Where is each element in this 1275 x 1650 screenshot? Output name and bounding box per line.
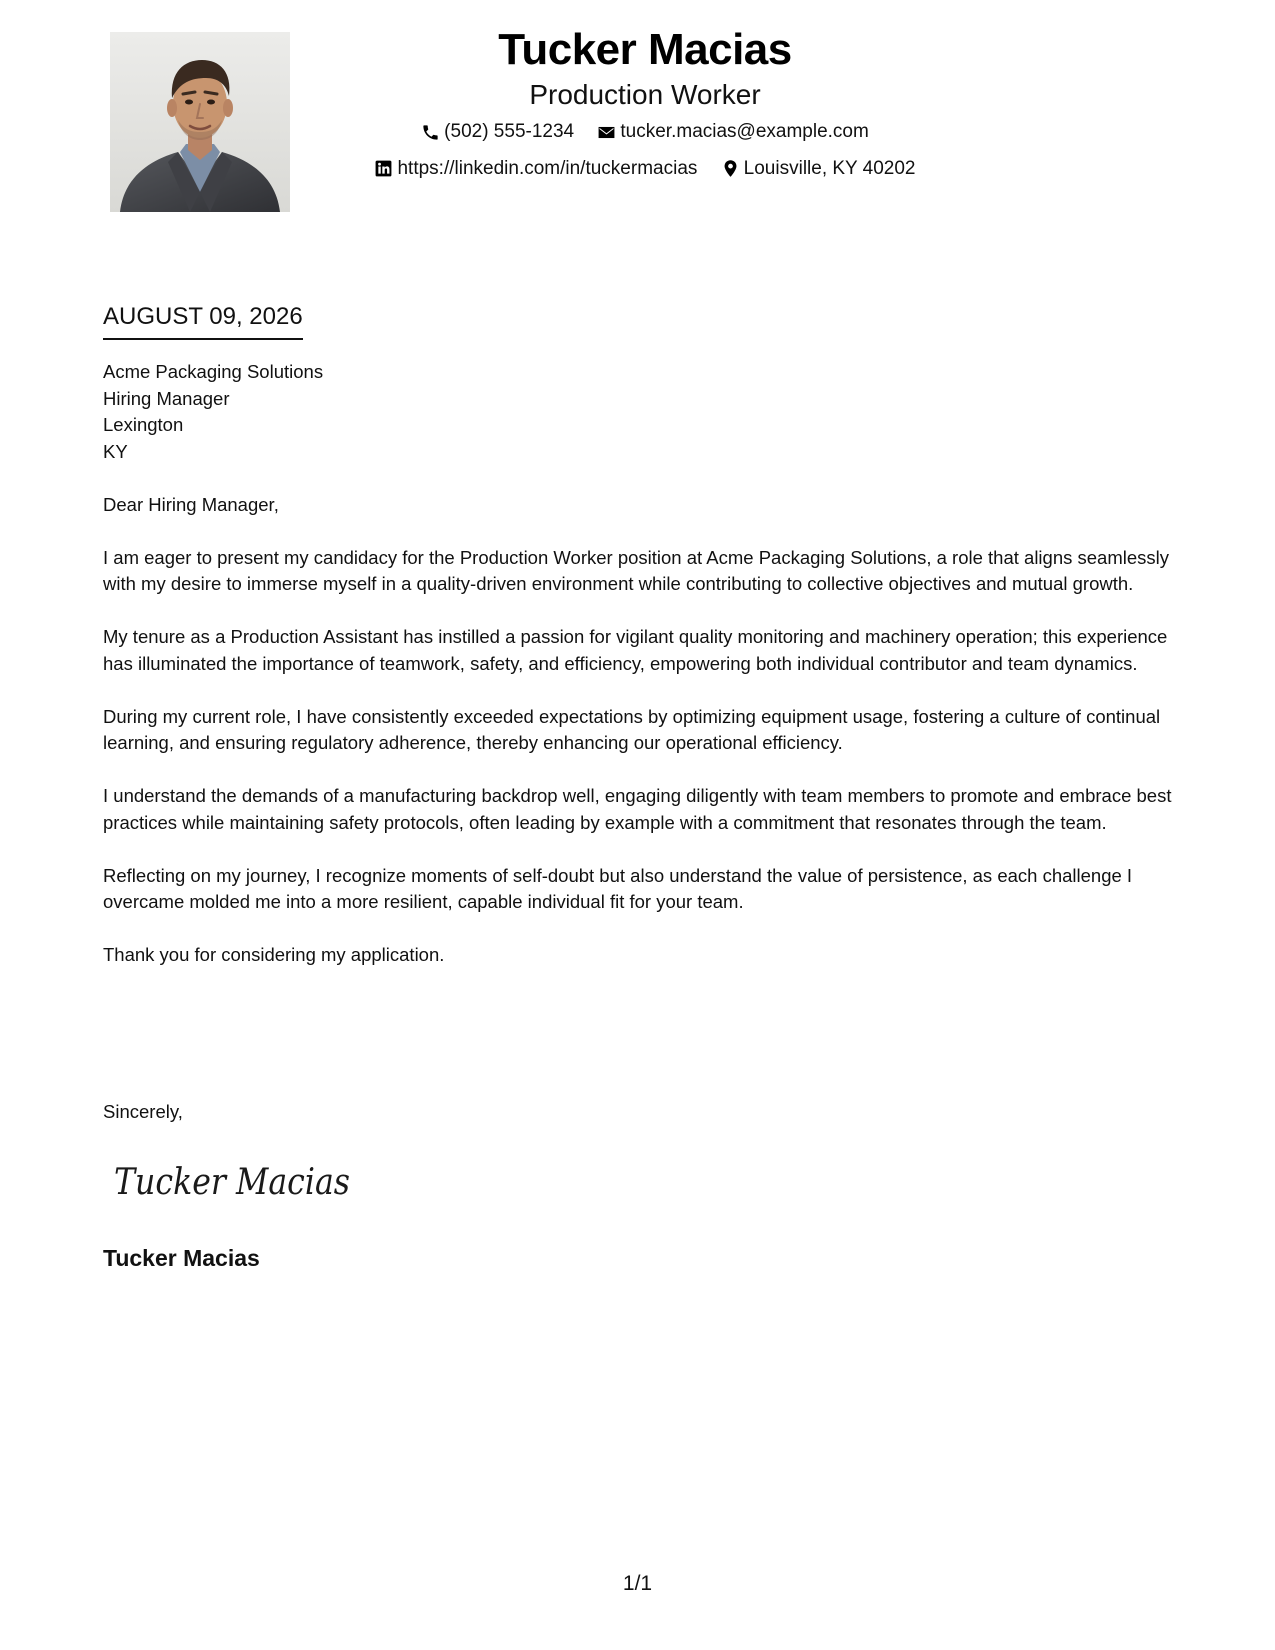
profile-photo (110, 32, 290, 212)
phone-number: (502) 555-1234 (444, 121, 575, 142)
phone-icon (421, 123, 440, 142)
contact-row-2 (290, 157, 1000, 186)
paragraph: Reflecting on my journey, I recognize moments of self-doubt but also understand the value of persistence, as each challenge I overcame molded me into a more resilient, capable individual fit for your team. (103, 864, 1133, 912)
page-number: 1/1 (622, 1572, 653, 1595)
linkedin-url[interactable]: https://linkedin.com/in/tuckermacias (397, 157, 698, 179)
email-address[interactable]: tucker.macias@example.com (620, 121, 869, 142)
phone-contact (421, 120, 574, 144)
signed-name: Tucker Macias (103, 1245, 260, 1271)
letter-header (290, 22, 1000, 185)
recipient-company: Acme Packaging Solutions (103, 361, 324, 382)
salutation: Dear Hiring Manager, (103, 493, 279, 515)
map-pin-icon (721, 159, 740, 178)
paragraph: I understand the demands of a manufacturing backdrop well, engaging diligently with team members to promote and embrace best practices while maintaining safety protocols, often leading by example with a commitment that resonates through the team. (103, 785, 1172, 833)
paragraph: My tenure as a Production Assistant has instilled a passion for vigilant quality monitoring and machinery operation; this experience has illuminated the importance of teamwork, safety, and efficiency, empowering both individual contributor and team dynamics. (103, 626, 1168, 674)
job-title: Production Worker (529, 79, 761, 110)
email-contact[interactable] (597, 120, 868, 144)
recipient-city: Lexington (103, 414, 184, 435)
letter-date: AUGUST 09, 2026 (103, 300, 303, 340)
recipient-title: Hiring Manager (103, 387, 230, 409)
closing: Sincerely, (103, 1101, 183, 1122)
paragraph: During my current role, I have consistently exceeded expectations by optimizing equipment usage, fostering a culture of continual learning, and ensuring regulatory adherence, thereby enhancing our operational efficiency. (103, 705, 1161, 753)
location-contact (721, 157, 916, 181)
applicant-name: Tucker Macias (498, 25, 792, 74)
signature-text: Tucker Macias (114, 1162, 350, 1203)
recipient-state: KY (103, 440, 128, 462)
recipient-block (103, 359, 1183, 465)
contact-row-1 (290, 120, 1000, 149)
paragraph: I am eager to present my candidacy for the Production Worker position at Acme Packaging Solutions, a role that aligns seamlessly with my desire to immerse myself in a quality-driven environment while contributing to collective objectives and mutual growth. (103, 546, 1170, 594)
paragraph-closing-thanks: Thank you for considering my application. (103, 944, 445, 965)
linkedin-contact[interactable] (374, 157, 697, 181)
envelope-icon (597, 123, 616, 142)
handwritten-signature (110, 1150, 360, 1210)
letter-body (103, 359, 1183, 969)
linkedin-icon (374, 159, 393, 178)
location-text: Louisville, KY 40202 (743, 157, 916, 179)
